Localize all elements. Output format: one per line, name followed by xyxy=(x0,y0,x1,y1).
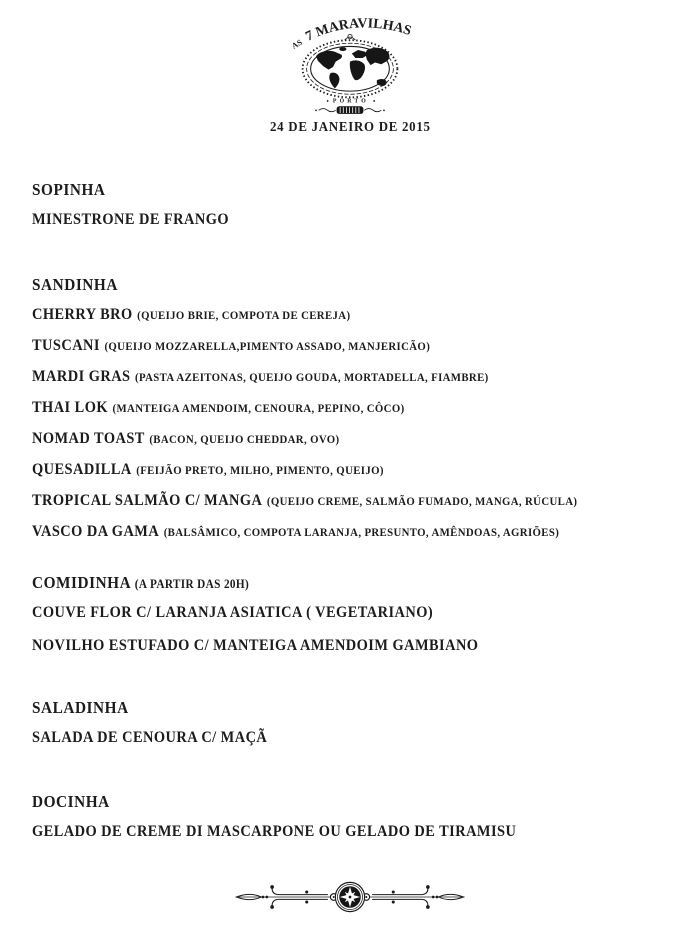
item-name: VASCO DA GAMA xyxy=(32,523,160,540)
section-comidinha xyxy=(32,573,682,655)
section-title xyxy=(32,275,617,296)
brand-prefix: AS xyxy=(290,37,304,51)
item-desc: (BACON, QUEIJO CHEDDAR, OVO) xyxy=(149,432,340,446)
section-title xyxy=(32,698,617,719)
item-name: MINESTRONE DE FRANGO xyxy=(32,211,230,228)
section-title-text: SANDINHA xyxy=(32,275,118,294)
compass-rose-divider-icon xyxy=(234,872,466,922)
date-line xyxy=(0,120,700,136)
section-note: (A PARTIR DAS 20H) xyxy=(134,577,250,591)
item-name: CHERRY BRO xyxy=(32,306,133,323)
section-saladinha xyxy=(32,698,682,747)
divider-arm xyxy=(363,885,464,909)
section-title xyxy=(32,180,617,201)
item-desc: (QUEIJO MOZZARELLA,PIMENTO ASSADO, MANJERICÃO) xyxy=(104,339,431,353)
brand-logo xyxy=(0,6,700,124)
item-name: QUESADILLA xyxy=(32,461,132,478)
section-sandinha xyxy=(32,275,682,541)
date-text: 24 DE JANEIRO DE 2015 xyxy=(269,120,431,135)
section-title xyxy=(32,573,617,594)
item-name: GELADO DE CREME DI MASCARPONE OU GELADO DE TIRAMISU xyxy=(32,823,517,840)
compass-rose-icon xyxy=(335,882,364,911)
item-name: SALADA DE CENOURA C/ MAÇÃ xyxy=(32,729,268,746)
menu-item xyxy=(32,492,617,510)
item-name: NOMAD TOAST xyxy=(32,430,145,447)
brand-logo-icon xyxy=(274,6,426,119)
section-title-text: SOPINHA xyxy=(32,180,106,199)
section-sopinha xyxy=(32,180,682,229)
menu-item xyxy=(32,399,617,417)
menu-item xyxy=(32,637,617,655)
item-name: COUVE FLOR C/ LARANJA ASIATICA ( VEGETARIANO) xyxy=(32,604,434,621)
brand-name xyxy=(290,15,414,50)
menu-item xyxy=(32,368,617,386)
section-title-text: SALADINHA xyxy=(32,698,129,717)
menu-item xyxy=(32,211,617,229)
menu-item xyxy=(32,523,617,541)
item-desc: (QUEIJO BRIE, COMPOTA DE CEREJA) xyxy=(137,308,351,322)
footer-ornament xyxy=(0,872,700,927)
menu-item xyxy=(32,430,617,448)
brand-city: PORTO xyxy=(332,98,369,105)
menu-item xyxy=(32,461,617,479)
item-desc: (FEIJÃO PRETO, MILHO, PIMENTO, QUEIJO) xyxy=(136,463,384,477)
menu-item xyxy=(32,306,617,324)
menu-body xyxy=(32,180,682,854)
item-desc: (MANTEIGA AMENDOIM, CENOURA, PEPINO, CÔCO) xyxy=(112,401,405,415)
item-desc: (BALSÂMICO, COMPOTA LARANJA, PRESUNTO, AMÊNDOAS, AGRIÕES) xyxy=(163,525,560,539)
brand-main: 7 MARAVILHAS xyxy=(302,15,414,44)
item-desc: (PASTA AZEITONAS, QUEIJO GOUDA, MORTADELLA, FIAMBRE) xyxy=(135,370,489,384)
section-title-text: DOCINHA xyxy=(32,792,110,811)
world-map-icon xyxy=(316,47,389,88)
menu-item xyxy=(32,823,617,841)
section-title-text: COMIDINHA xyxy=(32,573,132,592)
ribbon-icon xyxy=(315,106,385,114)
menu-item xyxy=(32,337,617,355)
item-name: NOVILHO ESTUFADO C/ MANTEIGA AMENDOIM GAMBIANO xyxy=(32,637,479,654)
item-name: TROPICAL SALMÃO C/ MANGA xyxy=(32,492,263,509)
item-name: THAI LOK xyxy=(32,399,109,416)
section-docinha xyxy=(32,792,682,841)
menu-item xyxy=(32,729,617,747)
item-name: TUSCANI xyxy=(32,337,100,354)
menu-item xyxy=(32,604,617,622)
item-desc: (QUEIJO CREME, SALMÃO FUMADO, MANGA, RÚCULA) xyxy=(266,494,578,508)
section-title xyxy=(32,792,617,813)
item-name: MARDI GRAS xyxy=(32,368,131,385)
